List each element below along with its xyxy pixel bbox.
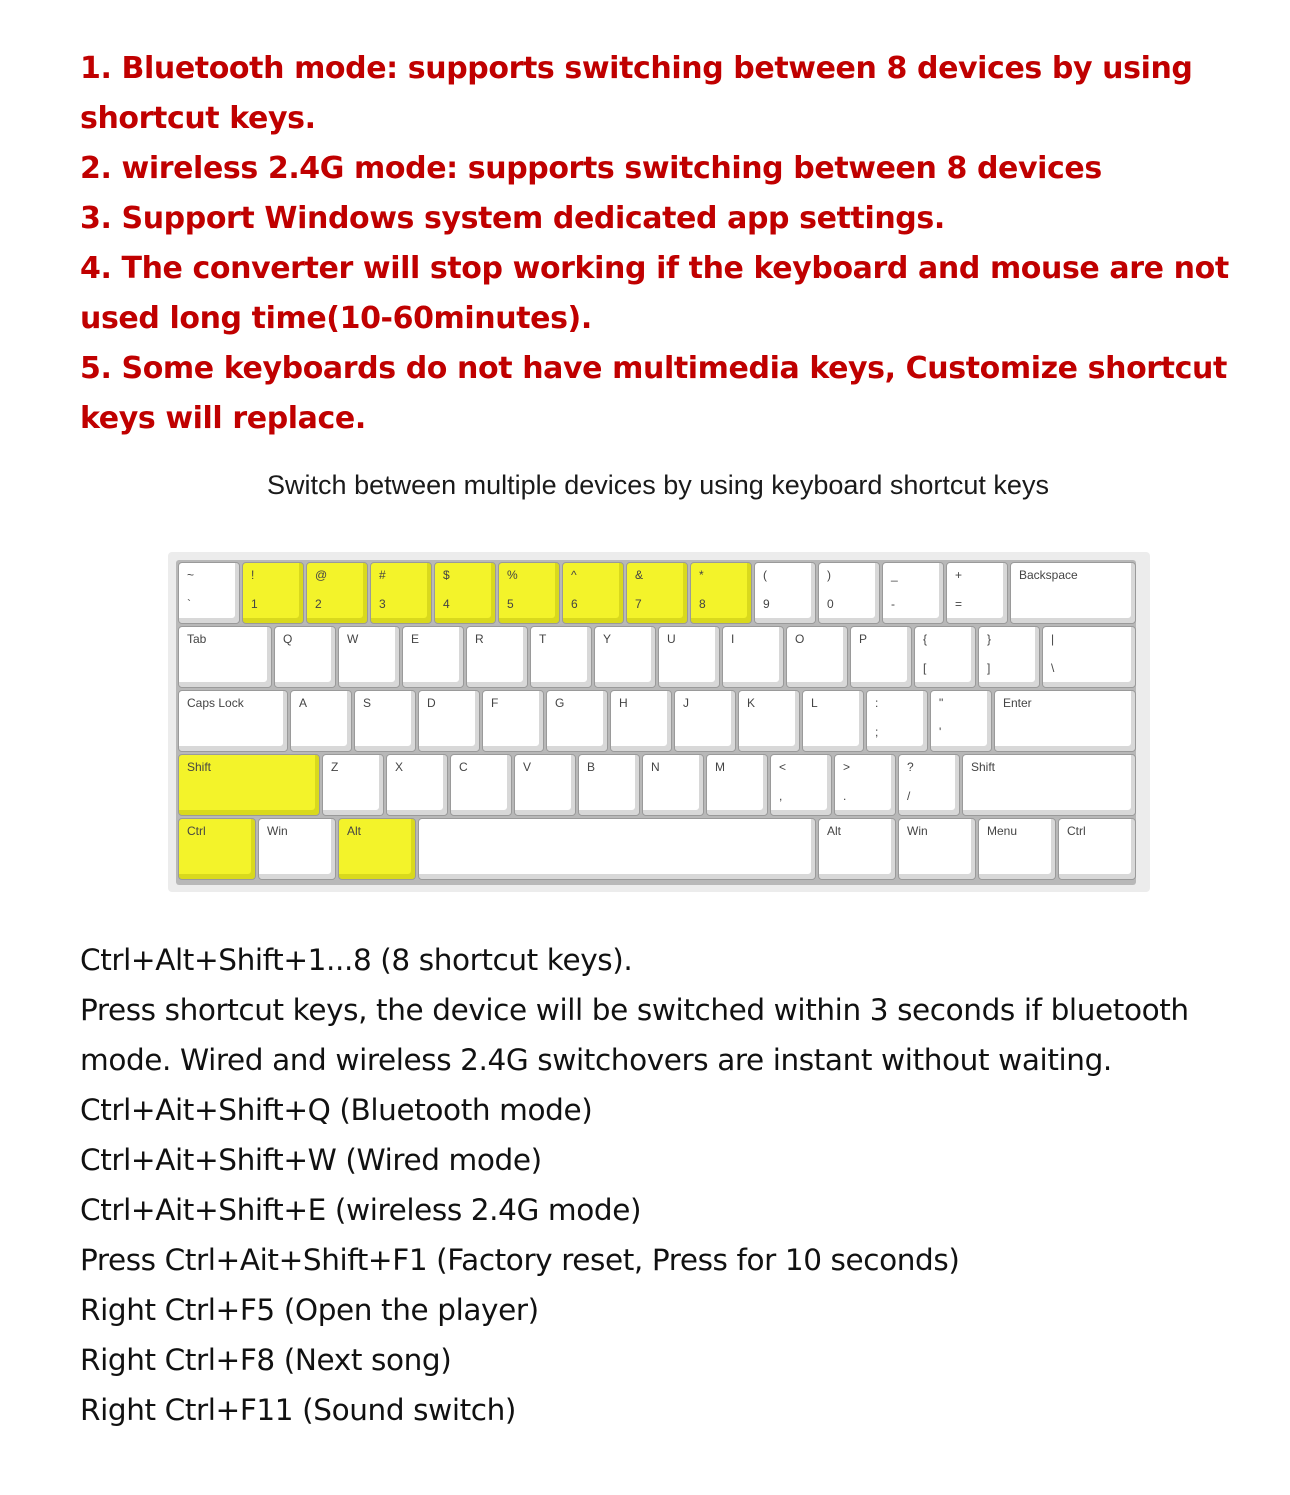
key-caps-lock xyxy=(178,690,288,752)
key-legend-top: @ xyxy=(315,568,328,582)
key-r3k10 xyxy=(898,754,960,816)
key-k xyxy=(738,690,800,752)
key-r0k8 xyxy=(690,562,752,624)
key-r0k10 xyxy=(818,562,880,624)
key-legend-top: { xyxy=(923,632,928,646)
key-legend-top: B xyxy=(587,760,596,774)
key-legend-bottom: ; xyxy=(875,725,879,739)
key-legend-top: | xyxy=(1051,632,1055,646)
feature-item-2: 2. wireless 2.4G mode: supports switching between 8 devices xyxy=(80,151,1102,186)
key-r1k11 xyxy=(914,626,976,688)
key-legend-top: # xyxy=(379,568,386,582)
shortcut-item-1: Ctrl+Alt+Shift+1...8 (8 shortcut keys). xyxy=(80,943,633,977)
key-r3k8 xyxy=(770,754,832,816)
key-legend-top: R xyxy=(475,632,484,646)
key-legend-top: Y xyxy=(603,632,612,646)
key-legend-top: J xyxy=(683,696,689,710)
key-legend-bottom: 6 xyxy=(571,597,578,611)
key-legend-top: % xyxy=(507,568,518,582)
key-legend-top: V xyxy=(523,760,532,774)
key-legend-bottom: [ xyxy=(923,661,927,675)
keyboard-caption: Switch between multiple devices by using keyboard shortcut keys xyxy=(267,470,1049,500)
key-legend-top: Ctrl xyxy=(187,824,206,838)
key-v xyxy=(514,754,576,816)
feature-item-1: 1. Bluetooth mode: supports switching between 8 devices by using shortcut keys. xyxy=(80,51,1193,136)
shortcut-item-6: Press Ctrl+Ait+Shift+F1 (Factory reset, Press for 10 seconds) xyxy=(80,1243,960,1277)
key-legend-top: Menu xyxy=(987,824,1018,838)
key-legend-top: H xyxy=(619,696,628,710)
key-shift xyxy=(962,754,1136,816)
key-y xyxy=(594,626,656,688)
key-legend-top: > xyxy=(843,760,851,774)
key-r0k2 xyxy=(306,562,368,624)
shortcut-item-4: Ctrl+Ait+Shift+W (Wired mode) xyxy=(80,1143,542,1177)
key-legend-bottom: 7 xyxy=(635,597,642,611)
key-legend-bottom: . xyxy=(843,789,847,803)
key-win xyxy=(258,818,336,880)
key-c xyxy=(450,754,512,816)
key-legend-top: Enter xyxy=(1003,696,1032,710)
key-legend-top: ! xyxy=(251,568,255,582)
key-legend-top: ? xyxy=(907,760,914,774)
key-legend-top: D xyxy=(427,696,436,710)
key-l xyxy=(802,690,864,752)
key-n xyxy=(642,754,704,816)
key-r0k5 xyxy=(498,562,560,624)
key-p xyxy=(850,626,912,688)
key-legend-top: A xyxy=(299,696,308,710)
key-legend-bottom: ' xyxy=(939,725,942,739)
key-f xyxy=(482,690,544,752)
key-r0k3 xyxy=(370,562,432,624)
key-legend-bottom: 2 xyxy=(315,597,322,611)
key-legend-top: X xyxy=(395,760,404,774)
key-legend-top: N xyxy=(651,760,660,774)
key-backspace xyxy=(1010,562,1136,624)
key-legend-top: G xyxy=(555,696,565,710)
key-d xyxy=(418,690,480,752)
key-legend-bottom: = xyxy=(955,597,963,611)
key-legend-bottom: \ xyxy=(1051,661,1055,675)
key-r0k1 xyxy=(242,562,304,624)
key-alt xyxy=(338,818,416,880)
key-legend-bottom: 9 xyxy=(763,597,770,611)
key-legend-top: $ xyxy=(443,568,450,582)
key-legend-top: Shift xyxy=(971,760,996,774)
key-r0k6 xyxy=(562,562,624,624)
key-legend-bottom: ] xyxy=(987,661,991,675)
key-r2k11 xyxy=(930,690,992,752)
key-legend-top: ^ xyxy=(571,568,577,582)
key-legend-top: F xyxy=(491,696,499,710)
shortcut-item-9: Right Ctrl+F11 (Sound switch) xyxy=(80,1393,517,1427)
key-legend-top: Alt xyxy=(347,824,362,838)
key-r3k9 xyxy=(834,754,896,816)
key-legend-top: ~ xyxy=(187,568,195,582)
key-z xyxy=(322,754,384,816)
key-legend-top: S xyxy=(363,696,372,710)
key-legend-bottom: 4 xyxy=(443,597,450,611)
key-s xyxy=(354,690,416,752)
key-legend-top: M xyxy=(715,760,725,774)
key-g xyxy=(546,690,608,752)
key-legend-bottom: 0 xyxy=(827,597,834,611)
key-legend-top: ( xyxy=(763,568,767,582)
key-legend-top: L xyxy=(811,696,818,710)
key-r0k12 xyxy=(946,562,1008,624)
key-a xyxy=(290,690,352,752)
key-space xyxy=(418,818,816,880)
key-e xyxy=(402,626,464,688)
key-legend-top: K xyxy=(747,696,756,710)
key-m xyxy=(706,754,768,816)
keyboard-diagram xyxy=(168,552,1150,892)
feature-item-4: 4. The converter will stop working if the keyboard and mouse are not used long time(10-60minutes). xyxy=(80,251,1229,336)
key-legend-bottom: 3 xyxy=(379,597,386,611)
key-legend-top: Caps Lock xyxy=(187,696,244,710)
shortcut-item-5: Ctrl+Ait+Shift+E (wireless 2.4G mode) xyxy=(80,1193,642,1227)
shortcut-item-7: Right Ctrl+F5 (Open the player) xyxy=(80,1293,539,1327)
key-legend-top: Ctrl xyxy=(1067,824,1086,838)
shortcut-item-2: Press shortcut keys, the device will be switched within 3 seconds if bluetooth mode. Wired and wireless 2.4G switchovers are instant without waiting. xyxy=(80,993,1189,1077)
key-i xyxy=(722,626,784,688)
key-r0k11 xyxy=(882,562,944,624)
key-legend-top: Backspace xyxy=(1019,568,1078,582)
key-legend-top: + xyxy=(955,568,963,582)
key-legend-bottom: / xyxy=(907,789,911,803)
key-legend-top: Shift xyxy=(187,760,212,774)
key-shift xyxy=(178,754,320,816)
feature-item-5: 5. Some keyboards do not have multimedia keys, Customize shortcut keys will replace. xyxy=(80,351,1227,436)
key-r0k0 xyxy=(178,562,240,624)
key-legend-top: O xyxy=(795,632,805,646)
key-b xyxy=(578,754,640,816)
key-legend-top: U xyxy=(667,632,676,646)
key-legend-top: Win xyxy=(907,824,928,838)
key-menu xyxy=(978,818,1056,880)
key-legend-bottom: 5 xyxy=(507,597,514,611)
key-legend-top: * xyxy=(699,568,704,582)
key-legend-top: I xyxy=(731,632,735,646)
key-legend-top: T xyxy=(539,632,547,646)
feature-item-3: 3. Support Windows system dedicated app settings. xyxy=(80,201,945,236)
key-legend-top: ) xyxy=(827,568,831,582)
key-legend-top: Win xyxy=(267,824,288,838)
shortcut-list xyxy=(80,935,1260,1435)
key-t xyxy=(530,626,592,688)
key-legend-bottom: ` xyxy=(187,597,191,611)
key-alt xyxy=(818,818,896,880)
key-legend-top: " xyxy=(939,696,944,710)
key-legend-bottom: 8 xyxy=(699,597,706,611)
key-r1k12 xyxy=(978,626,1040,688)
key-q xyxy=(274,626,336,688)
key-legend-top: Tab xyxy=(187,632,207,646)
key-w xyxy=(338,626,400,688)
key-r0k7 xyxy=(626,562,688,624)
key-legend-top: & xyxy=(635,568,644,582)
key-legend-top: E xyxy=(411,632,420,646)
key-legend-top: } xyxy=(987,632,992,646)
feature-list xyxy=(80,44,1250,444)
key-legend-top: Z xyxy=(331,760,339,774)
key-legend-top: Q xyxy=(283,632,293,646)
key-legend-top: < xyxy=(779,760,787,774)
key-x xyxy=(386,754,448,816)
key-legend-top: Alt xyxy=(827,824,842,838)
key-legend-top: : xyxy=(875,696,879,710)
key-legend-top: W xyxy=(347,632,359,646)
key-r2k10 xyxy=(866,690,928,752)
key-j xyxy=(674,690,736,752)
key-r0k9 xyxy=(754,562,816,624)
key-h xyxy=(610,690,672,752)
key-enter xyxy=(994,690,1136,752)
key-o xyxy=(786,626,848,688)
key-win xyxy=(898,818,976,880)
key-legend-bottom: , xyxy=(779,789,783,803)
key-r xyxy=(466,626,528,688)
key-legend-bottom: 1 xyxy=(251,597,258,611)
key-legend-top: P xyxy=(859,632,868,646)
key-tab xyxy=(178,626,272,688)
keyboard-keys-area xyxy=(176,560,1136,885)
key-u xyxy=(658,626,720,688)
shortcut-item-3: Ctrl+Ait+Shift+Q (Bluetooth mode) xyxy=(80,1093,593,1127)
key-ctrl xyxy=(178,818,256,880)
key-legend-top: _ xyxy=(891,568,898,582)
key-r1k13 xyxy=(1042,626,1136,688)
shortcut-item-8: Right Ctrl+F8 (Next song) xyxy=(80,1343,452,1377)
key-r0k4 xyxy=(434,562,496,624)
key-legend-bottom: - xyxy=(891,597,895,611)
key-ctrl xyxy=(1058,818,1136,880)
key-legend-top: C xyxy=(459,760,468,774)
